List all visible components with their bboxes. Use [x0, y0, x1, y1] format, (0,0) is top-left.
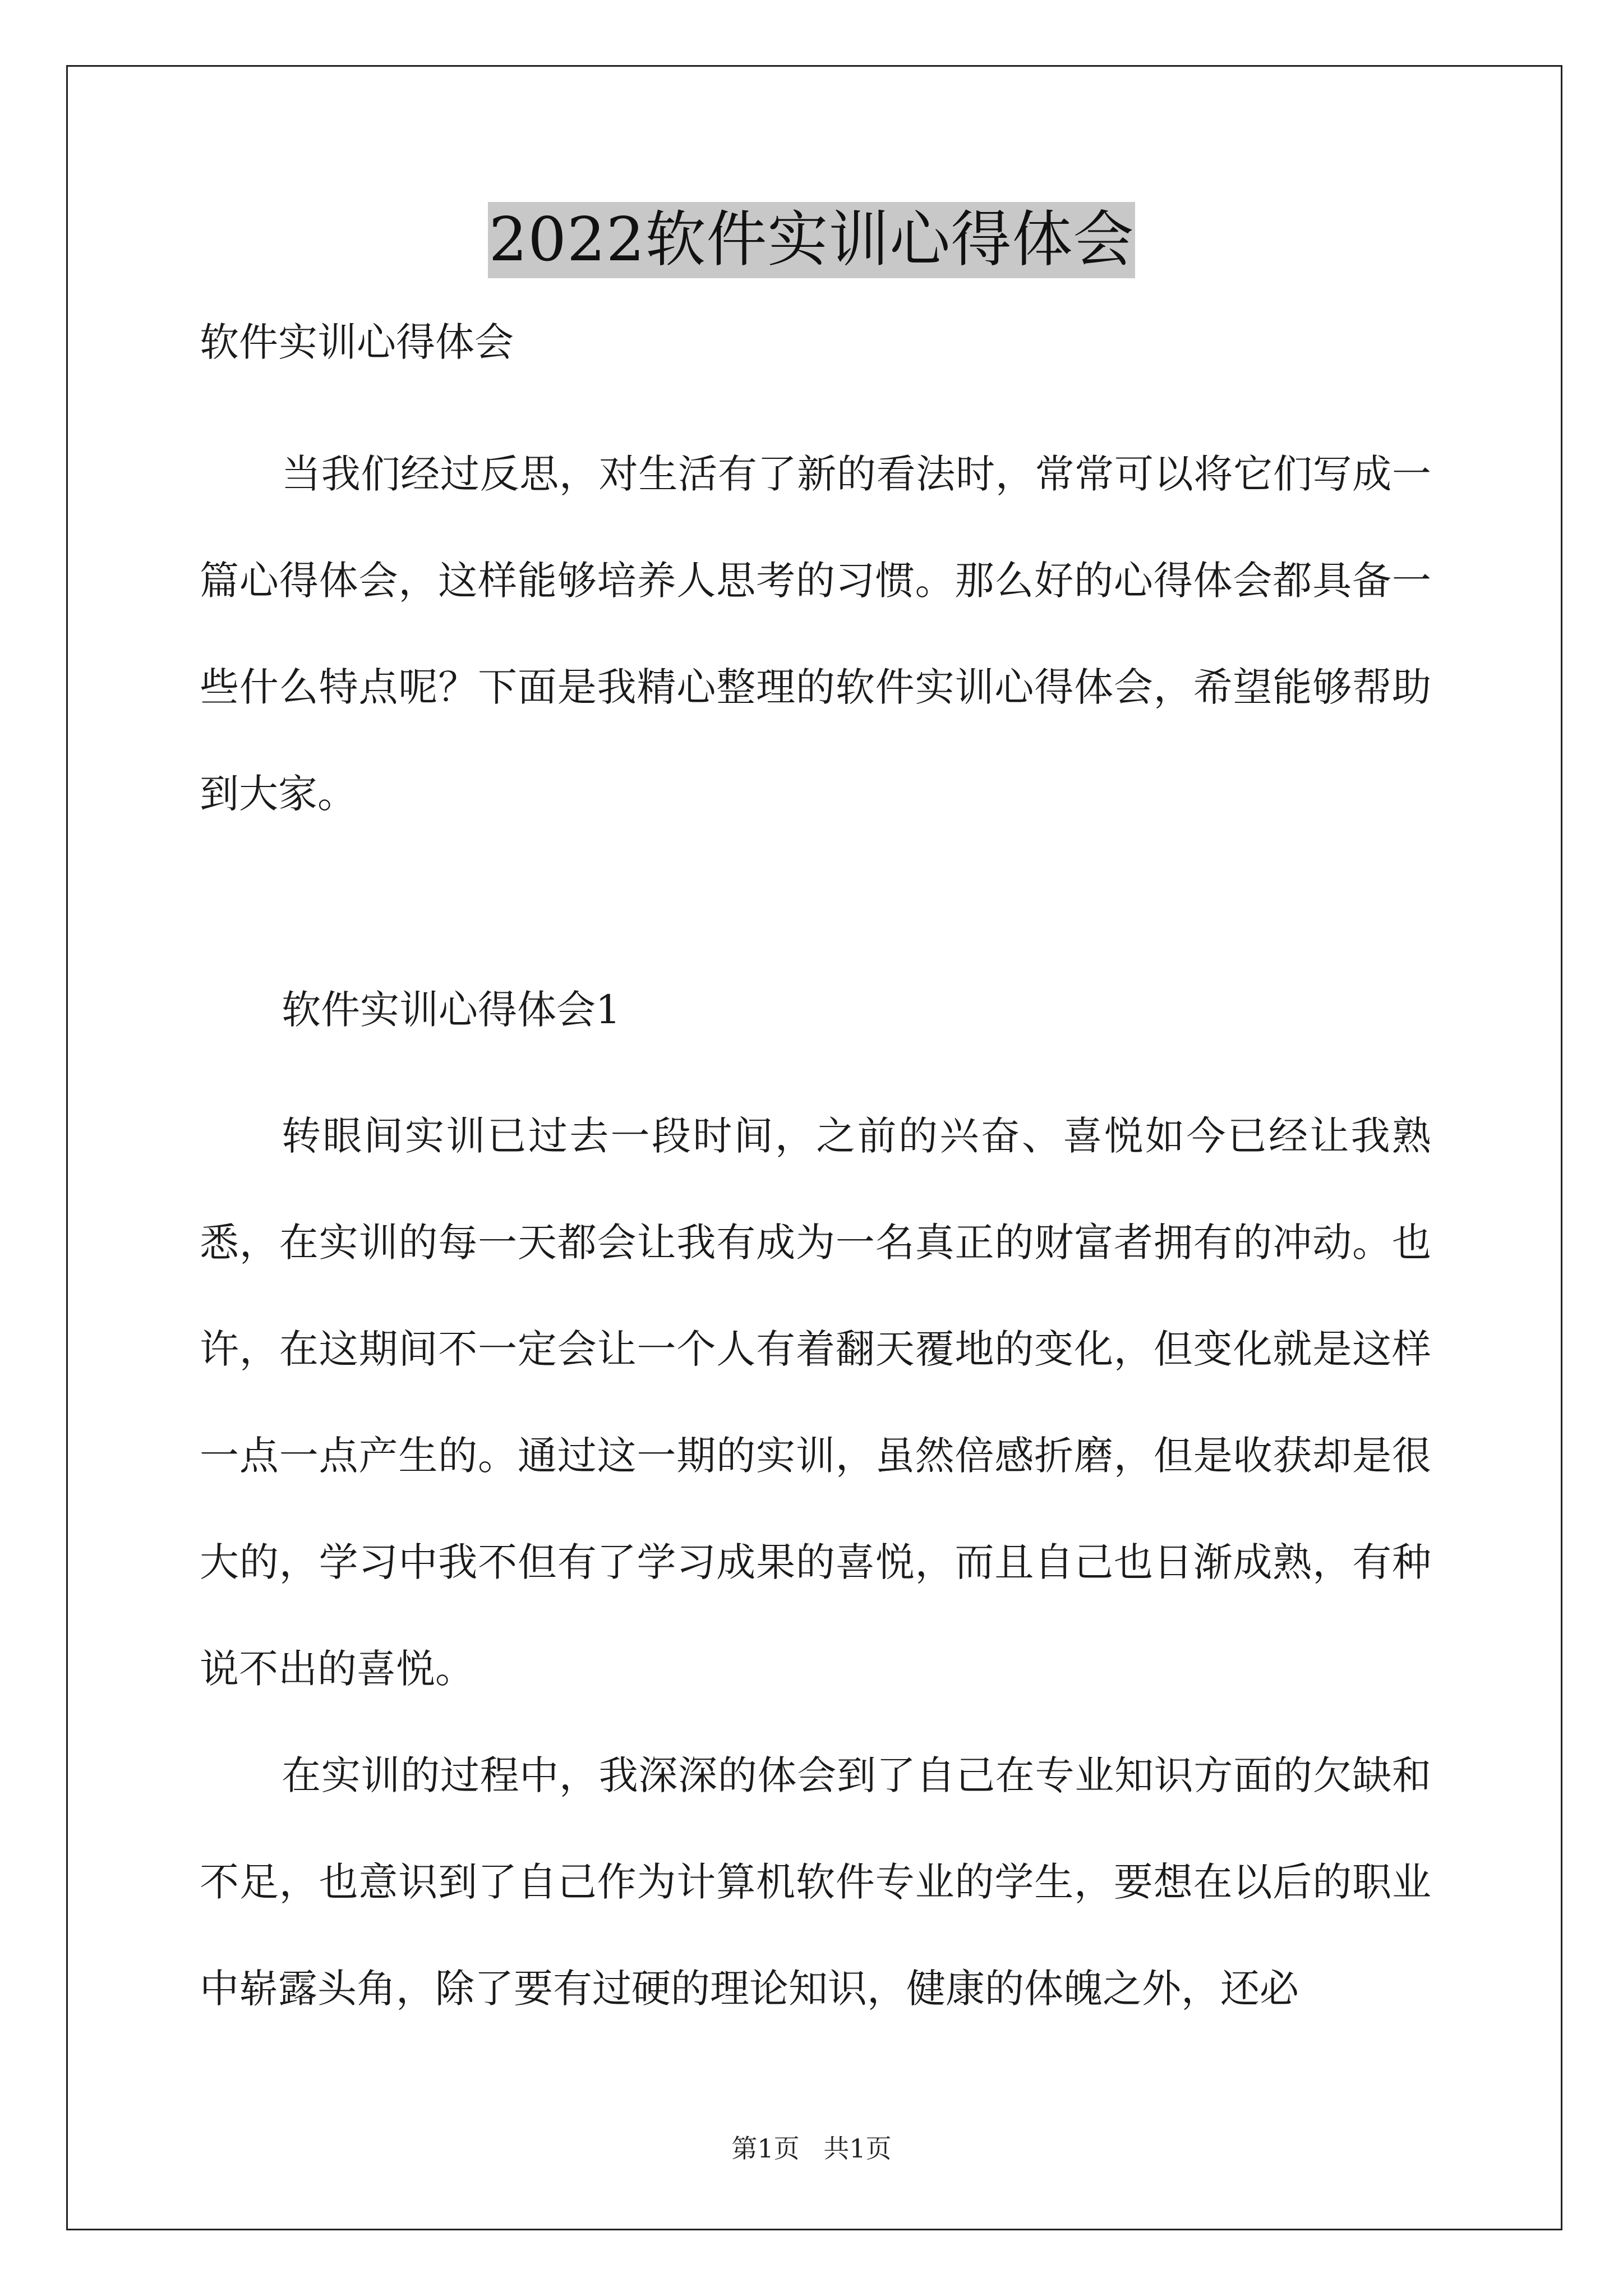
section-heading: 软件实训心得体会1	[282, 987, 621, 1033]
document-subtitle: 软件实训心得体会	[200, 319, 514, 365]
title-area	[0, 202, 1623, 278]
page-total: 共1页	[823, 2133, 892, 2164]
page-number: 第1页	[731, 2133, 800, 2164]
page-footer	[0, 2132, 1623, 2165]
intro-paragraph: 当我们经过反思，对生活有了新的看法时，常常可以将它们写成一篇心得体会，这样能够培养人思考的习惯。那么好的心得体会都具备一些什么特点呢？下面是我精心整理的软件实训心得体会，希望能够帮助到大家。	[200, 451, 1431, 817]
body-paragraph-2: 在实训的过程中，我深深的体会到了自己在专业知识方面的欠缺和不足，也意识到了自己作为计算机软件专业的学生，要想在以后的职业中崭露头角，除了要有过硬的理论知识，健康的体魄之外，还必	[200, 1752, 1431, 2012]
body-paragraph-1: 转眼间实训已过去一段时间，之前的兴奋、喜悦如今已经让我熟悉，在实训的每一天都会让我有成为一名真正的财富者拥有的冲动。也许，在这期间不一定会让一个人有着翻天覆地的变化，但变化就是这样一点一点产生的。通过这一期的实训，虽然倍感折磨，但是收获却是很大的，学习中我不但有了学习成果的喜悦，而且自己也日渐成熟，有种说不出的喜悦。	[200, 1113, 1431, 1692]
document-body	[200, 314, 1431, 2042]
document-title: 2022软件实训心得体会	[488, 202, 1136, 278]
